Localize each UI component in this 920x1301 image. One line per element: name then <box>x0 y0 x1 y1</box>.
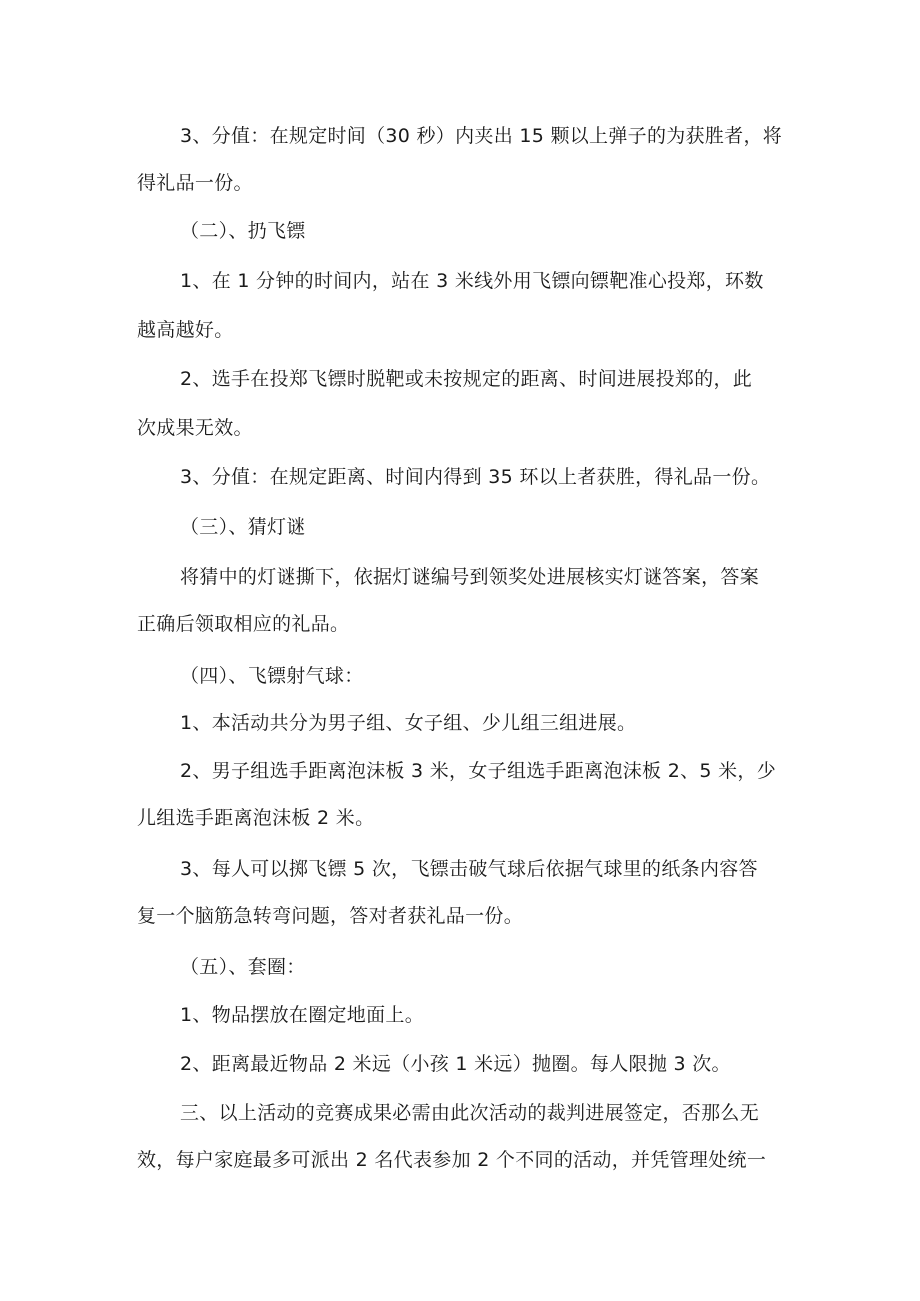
paragraph-line: 2、距离最近物品 2 米远（小孩 1 米远）抛圈。每人限抛 3 次。 <box>180 1053 731 1075</box>
paragraph-line: 3、分值：在规定时间（30 秒）内夹出 15 颗以上弹子的为获胜者，将 <box>180 125 783 147</box>
paragraph-line: 越高越好。 <box>137 319 234 341</box>
section-heading: （三）、猜灯谜 <box>180 516 306 538</box>
paragraph-line: 得礼品一份。 <box>137 172 253 194</box>
paragraph-line: 三、以上活动的竞赛成果必需由此次活动的裁判进展签定，否那么无 <box>180 1102 760 1124</box>
paragraph-line: 1、在 1 分钟的时间内，站在 3 米线外用飞镖向镖靶准心投郑，环数 <box>180 270 764 292</box>
section-heading: （四）、飞镖射气球： <box>180 665 364 687</box>
paragraph-line: 2、男子组选手距离泡沫板 3 米，女子组选手距离泡沫板 2、5 米，少 <box>180 760 777 782</box>
section-heading: （二）、扔飞镖 <box>180 220 306 242</box>
paragraph-line: 1、物品摆放在圈定地面上。 <box>180 1004 424 1026</box>
paragraph-line: 复一个脑筋急转弯问题，答对者获礼品一份。 <box>137 905 524 927</box>
paragraph-line: 3、每人可以掷飞镖 5 次，飞镖击破气球后依据气球里的纸条内容答 <box>180 858 758 880</box>
paragraph-line: 儿组选手距离泡沫板 2 米。 <box>137 807 375 829</box>
paragraph-line: 效，每户家庭最多可派出 2 名代表参加 2 个不同的活动，并凭管理处统一 <box>137 1149 767 1171</box>
paragraph-line: 3、分值：在规定距离、时间内得到 35 环以上者获胜，得礼品一份。 <box>180 466 771 488</box>
paragraph-line: 2、选手在投郑飞镖时脱靶或未按规定的距离、时间进展投郑的，此 <box>180 368 753 390</box>
section-heading: （五）、套圈： <box>180 956 306 978</box>
paragraph-line: 将猜中的灯谜撕下，依据灯谜编号到领奖处进展核实灯谜答案，答案 <box>180 566 760 588</box>
paragraph-line: 1、本活动共分为男子组、女子组、少儿组三组进展。 <box>180 712 637 734</box>
paragraph-line: 正确后领取相应的礼品。 <box>137 613 350 635</box>
paragraph-line: 次成果无效。 <box>137 417 253 439</box>
